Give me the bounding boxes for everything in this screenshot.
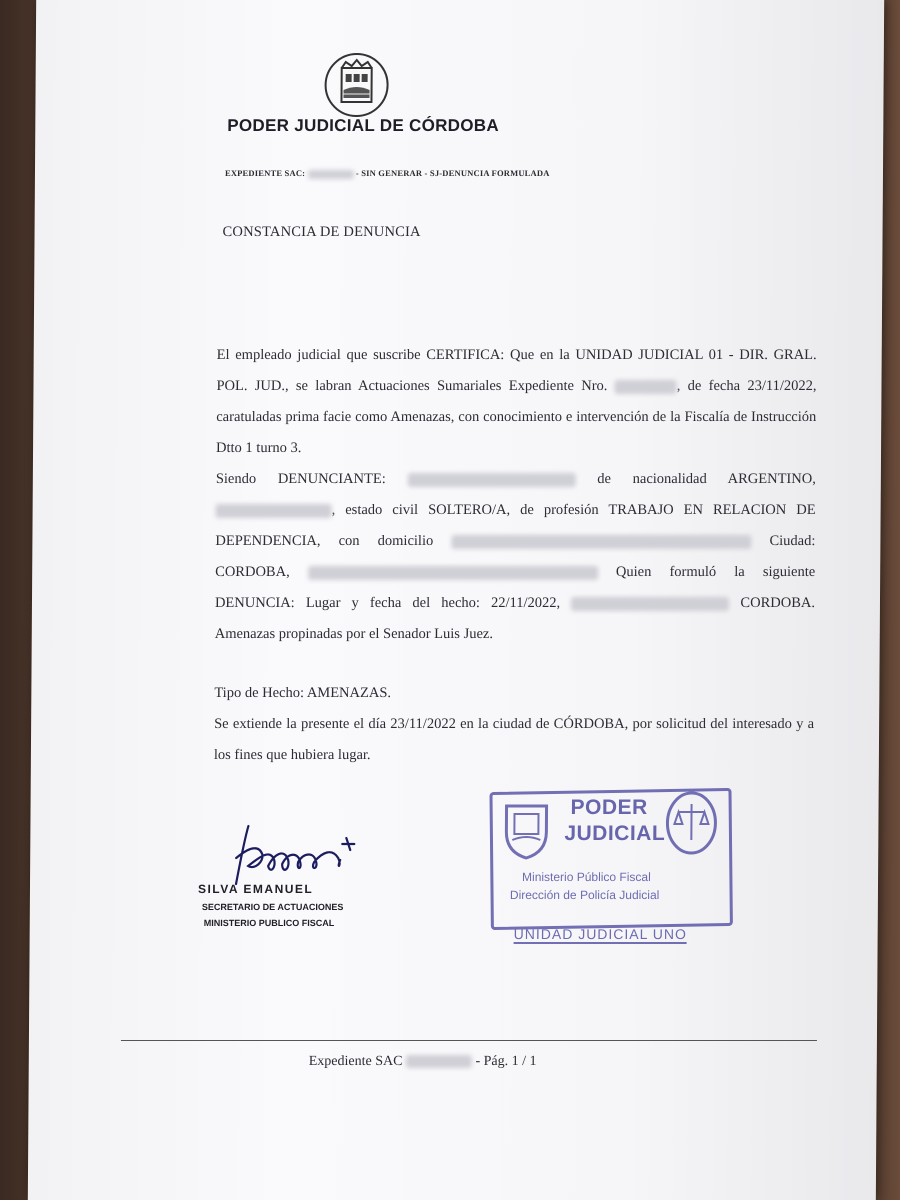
- document-page: [28, 0, 884, 1200]
- footer-divider: [121, 1040, 817, 1041]
- issuance-text: Se extiende la presente el día 23/11/2022 en la ciudad de CÓRDOBA, por solicitud del interesado y a los fines que hubiera lugar.: [213, 716, 815, 763]
- nationality-text: de nacionalidad ARGENTINO,: [597, 471, 816, 487]
- page-number: - Pág. 1 / 1: [475, 1054, 537, 1069]
- complainant-label: Siendo DENUNCIANTE:: [215, 471, 386, 487]
- footer-prefix: Expediente SAC: [308, 1054, 403, 1069]
- redacted-field: [615, 380, 677, 394]
- redacted-field: [406, 1055, 472, 1068]
- complainant-paragraph: [215, 464, 816, 650]
- justice-scales-icon: [664, 790, 718, 856]
- signer-name: SILVA EMANUEL: [197, 882, 314, 896]
- signature-block: [198, 818, 379, 948]
- certification-text-a: El empleado judicial que suscribe CERTIFICA: Que en la UNIDAD JUDICIAL 01 - DIR. GRAL. POL. JUD., se labran Actuaciones Sumariales Expediente Nro.: [216, 347, 817, 394]
- stamp-line-4: Dirección de Policía Judicial: [509, 888, 660, 902]
- redacted-field: [407, 473, 575, 487]
- expediente-suffix: - SIN GENERAR - SJ-DENUNCIA FORMULADA: [355, 168, 550, 178]
- certification-paragraph: [216, 340, 817, 464]
- handwritten-signature: [218, 818, 398, 888]
- official-stamp: [490, 790, 741, 950]
- certification-text-b: , de fecha 23/11/2022, caratuladas prima facie como Amenazas, con conocimiento e intervención de la Fiscalía de Instrucción Dtto 1 turno 3.: [216, 378, 817, 456]
- org-name: PODER JUDICIAL DE CÓRDOBA: [227, 116, 500, 135]
- redacted-field: [571, 597, 729, 611]
- signer-title: SECRETARIO DE ACTUACIONES: [201, 902, 344, 912]
- redacted-field: [308, 170, 354, 179]
- redacted-field: [216, 504, 332, 518]
- city-text: Ciudad: CORDOBA,: [215, 533, 816, 580]
- stamp-line-3: Ministerio Público Fiscal: [522, 870, 651, 884]
- redacted-field: [451, 535, 751, 549]
- denuncia-text: Quien formuló la siguiente DENUNCIA: Lugar y fecha del hecho: 22/11/2022,: [214, 564, 816, 611]
- civil-status-text: , estado civil SOLTERO/A, de profesión TRABAJO EN RELACION DE DEPENDENCIA, con domicilio: [215, 502, 816, 549]
- document-title: CONSTANCIA DE DENUNCIA: [222, 224, 421, 240]
- page-footer: [309, 1054, 537, 1070]
- stamp-line-1: PODER: [570, 796, 648, 819]
- stamp-line-2: JUDICIAL: [564, 822, 666, 845]
- document-body: [214, 340, 817, 771]
- redacted-field: [308, 566, 598, 580]
- signer-office: MINISTERIO PUBLICO FISCAL: [203, 918, 335, 928]
- threats-text: CORDOBA. Amenazas propinadas por el Senador Luis Juez.: [214, 595, 816, 642]
- expediente-line: [225, 168, 550, 179]
- stamp-crest-icon: [500, 798, 552, 860]
- court-crest-icon: [323, 52, 389, 118]
- expediente-prefix: EXPEDIENTE SAC:: [224, 168, 306, 178]
- stamp-line-5: UNIDAD JUDICIAL UNO: [513, 926, 688, 942]
- incident-type: Tipo de Hecho: AMENAZAS.: [214, 685, 392, 701]
